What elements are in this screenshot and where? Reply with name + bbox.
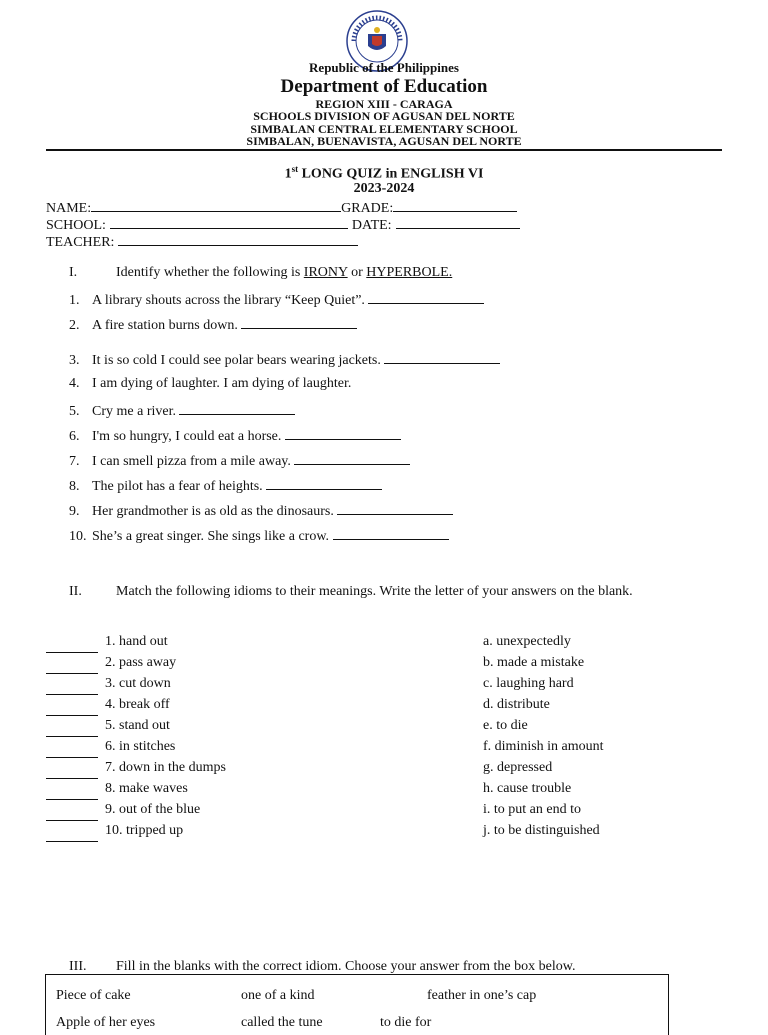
part1-numeral: I. (69, 265, 78, 280)
part1-item-10 (69, 526, 449, 545)
match-blank-7[interactable] (46, 778, 98, 779)
item-number: 4. (69, 376, 80, 391)
choice-feather-in-cap: feather in one’s cap (427, 988, 537, 1003)
header-divider (46, 149, 722, 151)
meaning-j: j. to be distinguished (483, 823, 600, 838)
item-text: A fire station burns down. (92, 318, 242, 333)
idiom-10: 10. tripped up (105, 823, 184, 838)
item-text: A library shouts across the library “Keep Quiet”. (92, 293, 369, 308)
answer-blank[interactable] (179, 401, 295, 415)
item-number: 8. (69, 479, 80, 494)
idiom-choice-box (45, 974, 669, 1035)
meaning-h: h. cause trouble (483, 781, 572, 796)
match-blank-10[interactable] (46, 841, 98, 842)
teacher-label: TEACHER: (46, 235, 115, 250)
meaning-d: d. distribute (483, 697, 550, 712)
choice-to-die-for: to die for (380, 1015, 432, 1030)
school-label: SCHOOL: (46, 218, 106, 233)
answer-blank[interactable] (266, 476, 382, 490)
item-text: Her grandmother is as old as the dinosaurs. (92, 504, 338, 519)
item-number: 6. (69, 429, 80, 444)
or-word: or (347, 265, 367, 280)
idiom-8: 8. make waves (105, 781, 188, 796)
school-year: 2023-2024 (353, 181, 415, 196)
meaning-c: c. laughing hard (483, 676, 574, 691)
grade-blank[interactable] (393, 198, 517, 212)
item-text: It is so cold I could see polar bears wearing jackets. (92, 353, 385, 368)
match-blank-3[interactable] (46, 694, 98, 695)
school-blank[interactable] (110, 215, 348, 229)
item-text: She’s a great singer. She sings like a crow. (92, 529, 333, 544)
idiom-7: 7. down in the dumps (105, 760, 226, 775)
teacher-field[interactable] (46, 232, 358, 251)
idiom-1: 1. hand out (105, 634, 168, 649)
irony-label: IRONY (303, 265, 348, 280)
address-line: SIMBALAN, BUENAVISTA, AGUSAN DEL NORTE (246, 134, 522, 148)
hyperbole-label: HYPERBOLE. (366, 265, 453, 280)
meaning-f: f. diminish in amount (483, 739, 604, 754)
quiz-ordinal: 1 (284, 166, 292, 182)
part1-item-7 (69, 451, 410, 470)
quiz-ordinal-suffix: st (291, 164, 299, 174)
date-blank[interactable] (396, 215, 520, 229)
part1-item-2 (69, 315, 357, 334)
idiom-9: 9. out of the blue (105, 802, 201, 817)
part1-item-4 (69, 376, 351, 392)
date-label: DATE: (351, 218, 392, 233)
meaning-g: g. depressed (483, 760, 553, 775)
part2-numeral: II. (69, 584, 82, 599)
republic-line: Republic of the Philippines (309, 60, 459, 75)
meaning-a: a. unexpectedly (483, 634, 571, 649)
answer-blank[interactable] (333, 526, 449, 540)
match-blank-8[interactable] (46, 799, 98, 800)
item-text: Cry me a river. (92, 404, 180, 419)
part3-numeral: III. (69, 959, 87, 974)
part1-item-8 (69, 476, 382, 495)
quiz-title (0, 164, 768, 183)
grade-label: GRADE: (341, 201, 394, 216)
meaning-i: i. to put an end to (483, 802, 581, 817)
part1-item-5 (69, 401, 295, 420)
teacher-blank[interactable] (118, 232, 358, 246)
item-number: 7. (69, 454, 80, 469)
match-blank-9[interactable] (46, 820, 98, 821)
part1-item-6 (69, 426, 401, 445)
item-number: 5. (69, 404, 80, 419)
idiom-6: 6. in stitches (105, 739, 176, 754)
choice-piece-of-cake: Piece of cake (56, 988, 131, 1003)
choice-apple-of-her-eyes: Apple of her eyes (56, 1015, 156, 1030)
item-text: I am dying of laughter. I am dying of laughter. (92, 376, 352, 391)
part3-instruction (69, 959, 575, 975)
answer-blank[interactable] (337, 501, 453, 515)
match-blank-5[interactable] (46, 736, 98, 737)
answer-blank[interactable] (384, 350, 500, 364)
answer-blank[interactable] (368, 290, 484, 304)
item-number: 1. (69, 293, 80, 308)
match-blank-2[interactable] (46, 673, 98, 674)
part1-instruction (69, 265, 452, 281)
part1-instruction-text: Identify whether the following is (116, 265, 304, 280)
item-text: The pilot has a fear of heights. (92, 479, 267, 494)
match-blank-6[interactable] (46, 757, 98, 758)
part2-instruction-text: Match the following idioms to their meanings. Write the letter of your answers on the blank. (116, 584, 633, 599)
division-line: SCHOOLS DIVISION OF AGUSAN DEL NORTE (253, 109, 515, 123)
idiom-2: 2. pass away (105, 655, 177, 670)
meaning-b: b. made a mistake (483, 655, 585, 670)
answer-blank[interactable] (294, 451, 410, 465)
part1-item-9 (69, 501, 453, 520)
region-line: REGION XIII - CARAGA (315, 97, 453, 111)
item-number: 10. (69, 529, 87, 544)
idiom-3: 3. cut down (105, 676, 171, 691)
part1-item-3 (69, 350, 500, 369)
name-label: NAME: (46, 201, 92, 216)
answer-blank[interactable] (285, 426, 401, 440)
name-blank[interactable] (91, 198, 341, 212)
item-text: I can smell pizza from a mile away. (92, 454, 295, 469)
idiom-4: 4. break off (105, 697, 170, 712)
quiz-title-text: LONG QUIZ in ENGLISH VI (298, 166, 484, 182)
part2-instruction (69, 584, 633, 600)
choice-one-of-a-kind: one of a kind (241, 988, 315, 1003)
item-number: 2. (69, 318, 80, 333)
part1-item-1 (69, 290, 484, 309)
part3-instruction-text: Fill in the blanks with the correct idiom. Choose your answer from the box below. (116, 959, 576, 974)
department-title: Department of Education (280, 76, 488, 97)
school-line: SIMBALAN CENTRAL ELEMENTARY SCHOOL (250, 122, 518, 136)
answer-blank[interactable] (241, 315, 357, 329)
choice-called-the-tune: called the tune (241, 1015, 323, 1030)
item-number: 3. (69, 353, 80, 368)
match-blank-4[interactable] (46, 715, 98, 716)
item-number: 9. (69, 504, 80, 519)
match-blank-1[interactable] (46, 652, 98, 653)
meaning-e: e. to die (483, 718, 528, 733)
idiom-5: 5. stand out (105, 718, 170, 733)
item-text: I'm so hungry, I could eat a horse. (92, 429, 285, 444)
